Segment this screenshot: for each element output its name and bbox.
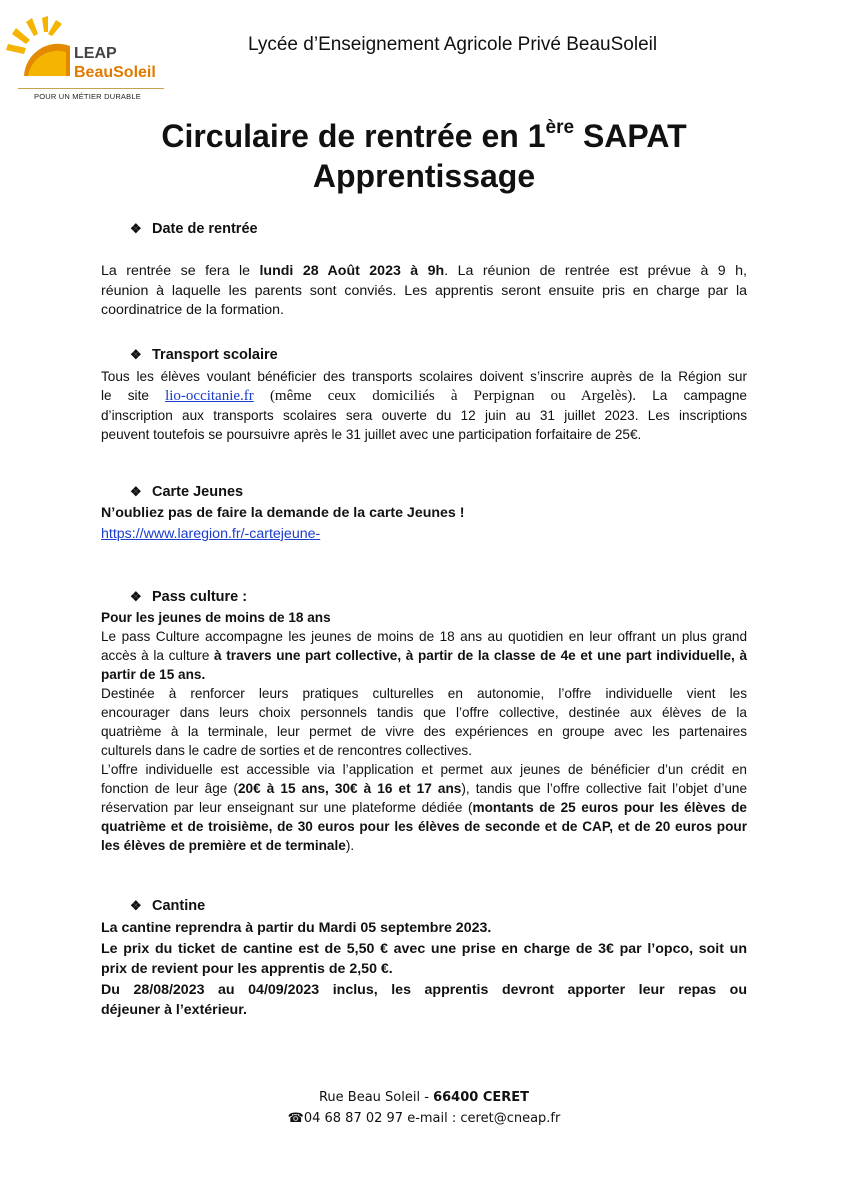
logo-tagline: POUR UN MÉTIER DURABLE — [34, 92, 141, 101]
sun-logo-icon — [4, 12, 74, 76]
heading-transport: ❖ Transport scolaire — [130, 347, 278, 363]
logo-beausoleil-text: BeauSoleil — [74, 64, 156, 81]
diamond-bullet-icon: ❖ — [130, 347, 142, 362]
logo-divider — [18, 88, 164, 89]
heading-carte-jeunes: ❖ Carte Jeunes — [130, 484, 244, 500]
footer-contact: ☎04 68 87 02 97 e-mail : ceret@cneap.fr — [287, 1111, 561, 1126]
paragraph-pass-culture: Pour les jeunes de moins de 18 ans Le pass Culture accompagne les jeunes de moins de 18 ans au quotidien en leur offrant un plus grand accès à la culture à travers une part collective, à partir de la classe de 4e et une part individuelle, à partir de 15 ans. Destinée à renforcer leurs pratiques culturelles en autonomie, l’offre individuelle vient les encourager dans leurs choix personnels tandis que l’offre collective, destinée aux élèves de la quatrième à la terminale, leur permet de vivre des expériences en groupe avec les partenaires culturels dans le cadre de sorties et de rencontres collectives. L’offre individuelle est accessible via l’application et permet aux jeunes de bénéficier d’un crédit en fonction de leur âge (20€ à 15 ans, 30€ à 16 et 17 ans), tandis que l’offre collective fait l’objet d’une réservation par leur enseignant sur une plateforme dédiée (montants de 25 euros pour les élèves de quatrième et de troisième, de 30 euros pour les élèves de seconde et de CAP, et de 20 euros pour les élèves de première et de terminale). — [101, 610, 748, 853]
carte-jeunes-reminder: N’oubliez pas de faire la demande de la carte Jeunes ! — [101, 505, 465, 521]
logo-leap-text: LEAP — [74, 45, 117, 62]
logo — [4, 12, 164, 101]
paragraph-transport: Tous les élèves voulant bénéficier des transports scolaires doivent s’inscrire auprès de la Région sur le site lio-occitanie.fr (même ceux domiciliés à Perpignan ou Argelès). La campagne d’inscription aux transports scolaires sera ouverte du 12 juin au 31 juillet 2023. Les inscriptions peuvent toutefois se poursuivre après le 31 juillet avec une participation forfaitaire de 25€. — [101, 369, 747, 442]
footer-address: Rue Beau Soleil - 66400 CERET — [318, 1090, 529, 1105]
school-name: Lycée d’Enseignement Agricole Privé BeauSoleil — [248, 34, 658, 55]
diamond-bullet-icon: ❖ — [130, 484, 142, 499]
diamond-bullet-icon: ❖ — [130, 898, 142, 913]
heading-pass-culture: ❖ Pass culture : — [130, 589, 248, 605]
document-title-line2: Apprentissage — [312, 158, 536, 194]
carte-jeune-link[interactable]: https://www.laregion.fr/-cartejeune- — [101, 526, 321, 542]
diamond-bullet-icon: ❖ — [130, 221, 142, 236]
heading-date-rentree: ❖ Date de rentrée — [130, 221, 258, 237]
heading-cantine: ❖ Cantine — [130, 898, 206, 914]
diamond-bullet-icon: ❖ — [130, 589, 142, 604]
document-title: Circulaire de rentrée en 1ère SAPAT — [161, 117, 687, 154]
paragraph-cantine: La cantine reprendra à partir du Mardi 05 septembre 2023. Le prix du ticket de cantine est de 5,50 € avec une prise en charge de 3€ par l’opco, soit un prix de revient pour les apprentis de 2,50 €. Du 28/08/2023 au 04/09/2023 inclus, les apprentis devront apporter leur repas ou déjeuner à l’extérieur. — [101, 920, 747, 1018]
paragraph-rentree: La rentrée se fera le lundi 28 Août 2023 à 9h. La réunion de rentrée est prévue à 9 h, réunion à laquelle les parents sont conviés. Les apprentis seront ensuite pris en charge par la coordinatrice de la formation. — [101, 263, 747, 319]
lio-occitanie-link[interactable]: lio-occitanie.fr — [165, 388, 254, 404]
